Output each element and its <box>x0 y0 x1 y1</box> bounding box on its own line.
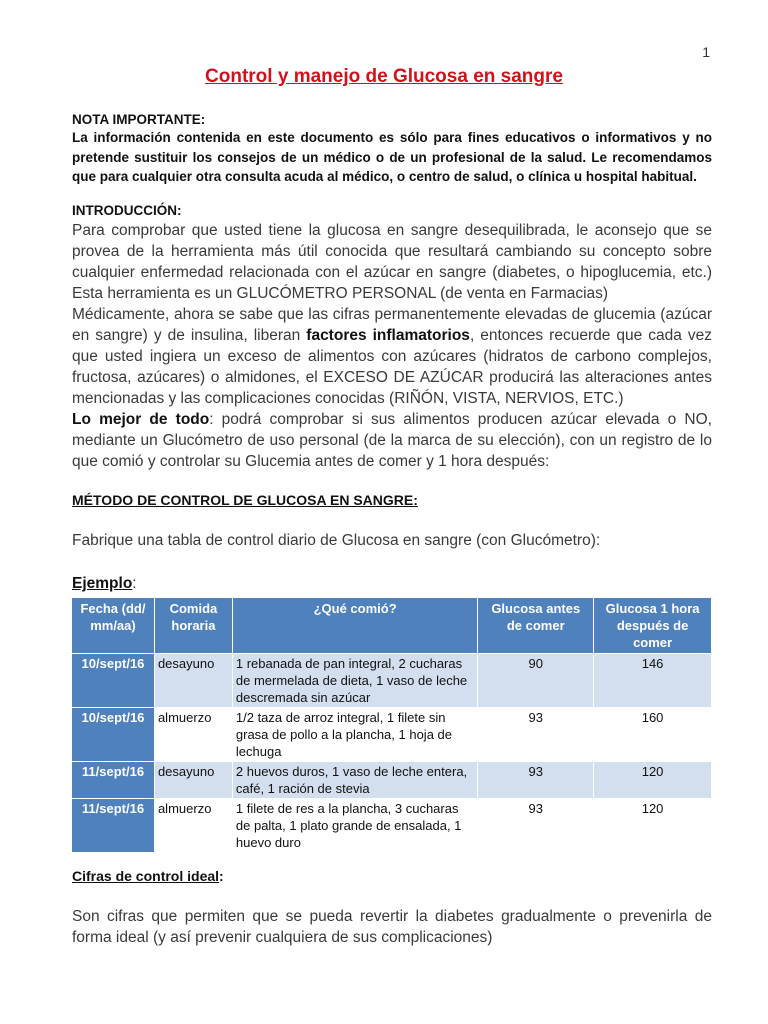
table-row <box>72 799 712 853</box>
ejemplo-colon: : <box>132 575 137 592</box>
intro-paragraph-1: Para comprobar que usted tiene la glucosa en sangre desequilibrada, le aconsejo que se provea de la herramienta más útil conocida que resultará cambiando su concepto sobre cualquier enfermedad relacionada con el azúcar en sangre (diabetes, o hipoglucemia, etc.) Esta herramienta es un GLUCÓMETRO PERSONAL (de venta en Farmacias) <box>72 222 712 302</box>
table-header-row <box>72 598 712 654</box>
glucose-control-table <box>71 597 712 853</box>
header-glucosa-despues: Glucosa 1 hora después de comer <box>594 598 712 654</box>
intro-section <box>72 220 712 472</box>
cell-glucosa-antes: 93 <box>478 708 594 762</box>
intro-heading: INTRODUCCIÓN: <box>72 203 182 218</box>
ejemplo-label <box>72 573 712 594</box>
intro-p2-bold: factores inflamatorios <box>306 327 470 344</box>
cell-fecha: 10/sept/16 <box>72 654 155 708</box>
header-fecha: Fecha (dd/ mm/aa) <box>72 598 155 654</box>
cifras-heading <box>72 866 712 887</box>
document-title: Control y manejo de Glucosa en sangre <box>205 66 563 87</box>
metodo-heading: MÉTODO DE CONTROL DE GLUCOSA EN SANGRE: <box>72 492 418 508</box>
intro-p3-text: : podrá comprobar si sus alimentos producen azúcar elevada o NO, mediante un Glucómetro de uso personal (de la marca de su elección), con un registro de lo que comió y controlar su Glucemia antes de comer y 1 hora después: <box>72 411 712 470</box>
ejemplo-label-text: Ejemplo <box>72 575 133 592</box>
intro-p2-text-b: , entonces recuerde que cada vez que usted ingiera un exceso de alimentos con azúcares (hidratos de carbono complejos, fructosa, azúcares) o almidones, el EXCESO DE AZÚCAR producirá las alteraciones antes mencionadas y las complicaciones conocidas (RIÑÓN, VISTA, NERVIOS, ETC.) <box>72 327 712 407</box>
cell-que-comio: 1 rebanada de pan integral, 2 cucharas de mermelada de dieta, 1 vaso de leche descremada sin azúcar <box>232 654 477 708</box>
cell-comida: desayuno <box>154 762 232 799</box>
header-que-comio: ¿Qué comió? <box>232 598 477 654</box>
cell-fecha: 10/sept/16 <box>72 708 155 762</box>
intro-paragraph-2 <box>72 304 712 409</box>
cifras-colon: : <box>219 868 224 884</box>
intro-p2-text-a: Médicamente, ahora se sabe que las cifras permanentemente elevadas de glucemia (azúcar en sangre) y de insulina, liberan <box>72 306 712 344</box>
nota-heading: NOTA IMPORTANTE: <box>72 112 206 127</box>
cell-comida: almuerzo <box>154 708 232 762</box>
cell-glucosa-antes: 93 <box>478 762 594 799</box>
cell-glucosa-antes: 93 <box>478 799 594 853</box>
cell-que-comio: 2 huevos duros, 1 vaso de leche entera, café, 1 ración de stevia <box>232 762 477 799</box>
cifras-text: Son cifras que permiten que se pueda revertir la diabetes gradualmente o prevenirla de forma ideal (y así prevenir cualquiera de sus complicaciones) <box>72 908 712 946</box>
header-comida: Comida horaria <box>154 598 232 654</box>
nota-text: La información contenida en este documento es sólo para fines educativos o informativos y no pretende sustituir los consejos de un médico o de un profesional de la salud. Le recomendamos que para cualquier otra consulta acuda al médico, o centro de salud, o clínica u hospital habitual. <box>72 130 712 184</box>
cell-glucosa-antes: 90 <box>478 654 594 708</box>
cell-glucosa-despues: 120 <box>594 762 712 799</box>
header-glucosa-antes: Glucosa antes de comer <box>478 598 594 654</box>
cell-fecha: 11/sept/16 <box>72 799 155 853</box>
table-row <box>72 654 712 708</box>
cell-que-comio: 1/2 taza de arroz integral, 1 filete sin grasa de pollo a la plancha, 1 hoja de lechuga <box>232 708 477 762</box>
cell-glucosa-despues: 146 <box>594 654 712 708</box>
cell-comida: almuerzo <box>154 799 232 853</box>
cell-fecha: 11/sept/16 <box>72 762 155 799</box>
intro-p3-bold: Lo mejor de todo <box>72 411 210 428</box>
table-row <box>72 708 712 762</box>
table-row <box>72 762 712 799</box>
cell-comida: desayuno <box>154 654 232 708</box>
fabrique-text: Fabrique una tabla de control diario de Glucosa en sangre (con Glucómetro): <box>72 532 601 549</box>
cell-glucosa-despues: 120 <box>594 799 712 853</box>
cifras-heading-text: Cifras de control ideal <box>72 868 220 884</box>
page-number: 1 <box>702 44 710 60</box>
cell-que-comio: 1 filete de res a la plancha, 3 cucharas de palta, 1 plato grande de ensalada, 1 huevo duro <box>232 799 477 853</box>
intro-paragraph-3 <box>72 409 712 472</box>
cell-glucosa-despues: 160 <box>594 708 712 762</box>
